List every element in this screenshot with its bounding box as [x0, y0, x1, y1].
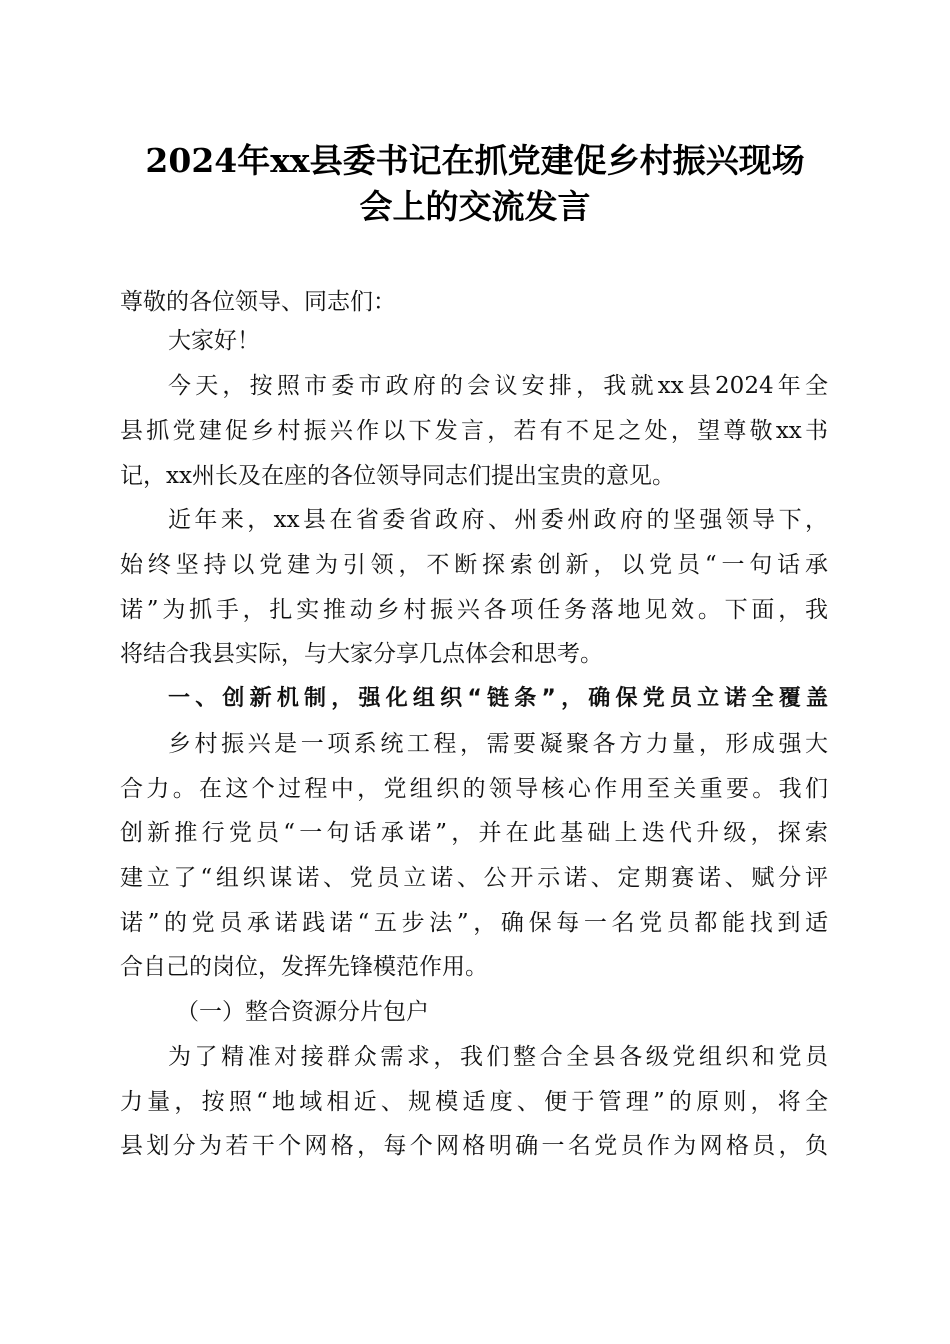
document-title-line-2: 会上的交流发言 — [359, 187, 591, 226]
paragraph-line: 诺”的党员承诺践诺“五步法”，确保每一名党员都能找到适 — [120, 910, 828, 936]
paragraph-line: 创新推行党员“一句话承诺”，并在此基础上迭代升级，探索 — [120, 820, 828, 846]
paragraph-line: 将结合我县实际，与大家分享几点体会和思考。 — [120, 641, 603, 667]
paragraph-line: 力量，按照“地域相近、规模适度、便于管理”的原则，将全 — [120, 1089, 828, 1115]
section-heading: 一、创新机制，强化组织“链条”，确保党员立诺全覆盖 — [168, 686, 828, 711]
paragraph-line: 建立了“组织谋诺、党员立诺、公开示诺、定期赛诺、赋分评 — [120, 865, 828, 891]
salutation: 尊敬的各位领导、同志们： — [120, 289, 396, 315]
subsection-heading: （一）整合资源分片包户 — [176, 999, 429, 1025]
paragraph-line: 合力。在这个过程中，党组织的领导核心作用至关重要。我们 — [120, 776, 828, 802]
paragraph-line: 县划分为若干个网格，每个网格明确一名党员作为网格员，负 — [120, 1133, 828, 1159]
greeting: 大家好！ — [168, 328, 260, 354]
document-title-line-1: 2024年xx县委书记在抓党建促乡村振兴现场 — [145, 141, 805, 180]
paragraph-line: 近年来，xx县在省委省政府、州委州政府的坚强领导下， — [168, 507, 828, 533]
paragraph-line: 乡村振兴是一项系统工程，需要凝聚各方力量，形成强大 — [168, 731, 828, 757]
paragraph-line: 县抓党建促乡村振兴作以下发言，若有不足之处，望尊敬xx书 — [120, 418, 828, 444]
paragraph-line: 记，xx州长及在座的各位领导同志们提出宝贵的意见。 — [120, 463, 675, 489]
paragraph-line: 诺”为抓手，扎实推动乡村振兴各项任务落地见效。下面，我 — [120, 597, 828, 623]
paragraph-line: 为了精准对接群众需求，我们整合全县各级党组织和党员 — [168, 1044, 828, 1070]
paragraph-line: 始终坚持以党建为引领，不断探索创新，以党员“一句话承 — [120, 552, 828, 578]
paragraph-line: 合自己的岗位，发挥先锋模范作用。 — [120, 954, 488, 980]
paragraph-line: 今天，按照市委市政府的会议安排，我就xx县2024年全 — [168, 373, 828, 399]
